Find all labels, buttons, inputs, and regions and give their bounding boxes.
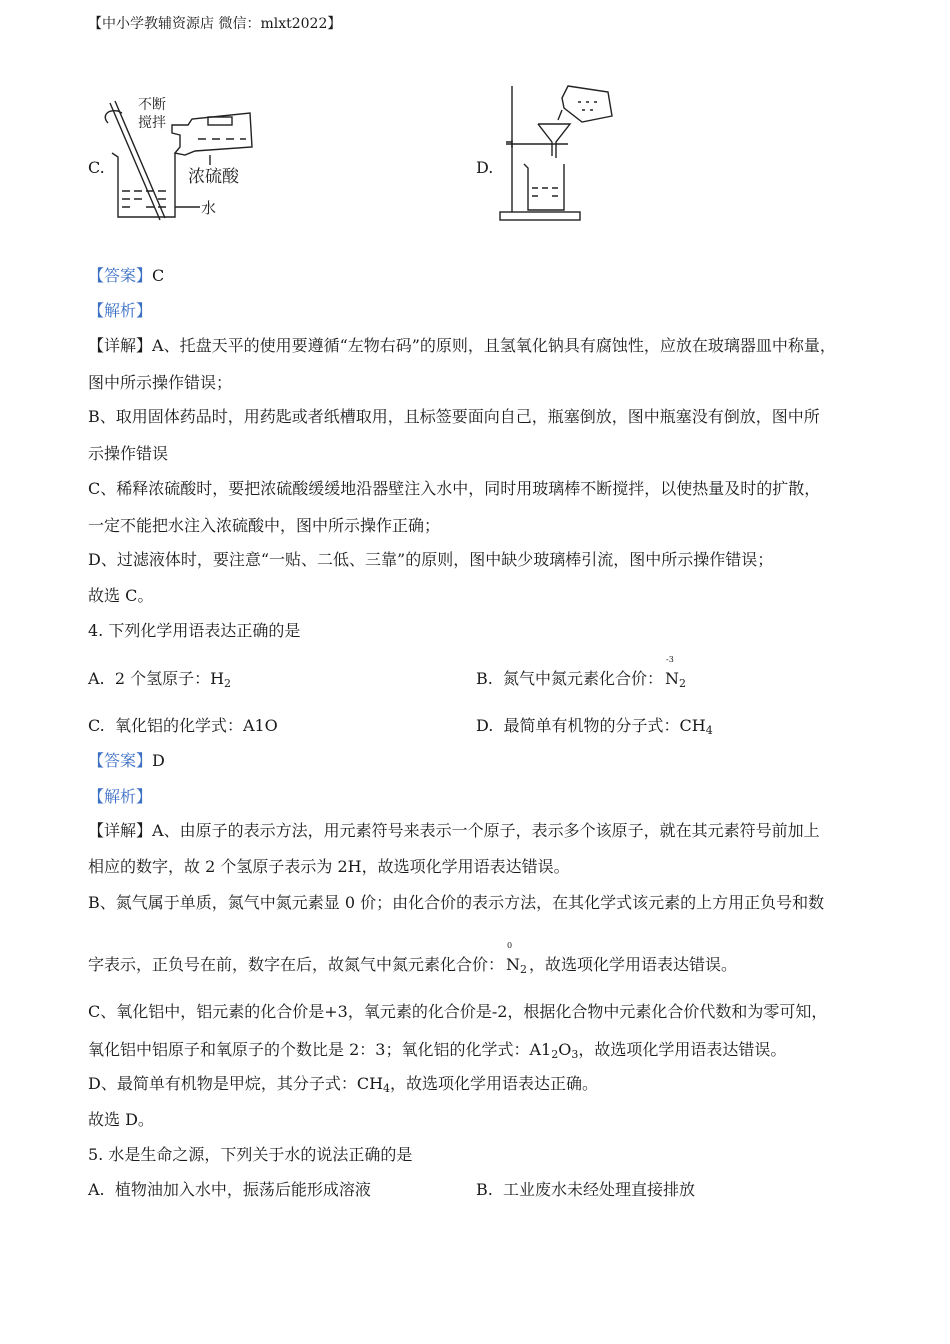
q3-para-a-1: A、托盘天平的使用要遵循“左物右码”的原则，且氢氧化钠具有腐蚀性，应放在玻璃器皿中称量， bbox=[152, 336, 836, 355]
q5-option-a: A. 植物油加入水中，振荡后能形成溶液 bbox=[88, 1180, 371, 1199]
q3-para-a-2: 图中所示操作错误； bbox=[88, 373, 233, 392]
q4-para-c-1: C、氧化铝中，铝元素的化合价是+3，氧元素的化合价是-2，根据化合物中元素化合价代数和为零可知， bbox=[88, 1002, 828, 1021]
q3-para-c-1: C、稀释浓硫酸时，要把浓硫酸缓缓地沿器壁注入水中，同时用玻璃棒不断搅拌，以使热量及时的扩散， bbox=[88, 479, 821, 498]
q5-option-b: B. 工业废水未经处理直接排放 bbox=[476, 1180, 696, 1199]
q4-para-a-2: 相应的数字，故 2 个氢原子表示为 2H，故选项化学用语表达错误。 bbox=[88, 857, 570, 876]
q4-stem: 4. 下列化学用语表达正确的是 bbox=[88, 621, 301, 640]
q3-para-b-1: B、取用固体药品时，用药匙或者纸槽取用，且标签要面向自己，瓶塞倒放，图中瓶塞没有倒放，图中所 bbox=[88, 407, 820, 426]
q3-analysis-tag: 【解析】 bbox=[88, 301, 153, 320]
q3-answer: C bbox=[152, 266, 165, 285]
q4-option-b: B. 氮气中氮元素化合价： -3 $N_2$ bbox=[476, 669, 688, 694]
q4-analysis-tag: 【解析】 bbox=[88, 787, 153, 806]
q5-stem: 5. 水是生命之源，下列关于水的说法正确的是 bbox=[88, 1145, 413, 1164]
option-c-label: C. bbox=[88, 158, 105, 177]
q4-option-c: C. 氧化铝的化学式：A1O bbox=[88, 716, 278, 735]
q4-conclusion: 故选 D。 bbox=[88, 1110, 154, 1129]
q3-para-c-2: 一定不能把水注入浓硫酸中，图中所示操作正确； bbox=[88, 516, 441, 535]
q4-detail-tag: 【详解】 bbox=[88, 821, 153, 840]
q4-para-c-2: 氧化铝中铝原子和氧原子的个数比是 2：3；氧化铝的化学式：$A1_2O_3$，故选项化学用语表达错误。 bbox=[88, 1040, 787, 1061]
label-conc-acid: 浓硫酸 bbox=[188, 167, 239, 187]
q4-answer: D bbox=[152, 751, 165, 770]
valence-n2-minus3: -3 $N_2$ bbox=[665, 655, 687, 690]
q4-para-b-2: 字表示，正负号在前，数字在后，故氮气中氮元素化合价： 0 $N_2$ ，故选项化学用语表达错误。 bbox=[88, 955, 737, 980]
q4-para-b-1: B、氮气属于单质，氮气中氮元素显 0 价；由化合价的表示方法，在其化学式该元素的上方用正负号和数 bbox=[88, 893, 825, 912]
q4-para-a-1: A、由原子的表示方法，用元素符号来表示一个原子，表示多个该原子，就在其元素符号前加上 bbox=[152, 821, 820, 840]
svg-text:不断: 不断 bbox=[138, 97, 166, 113]
q3-detail-tag: 【详解】 bbox=[88, 336, 153, 355]
label-water: 水 bbox=[201, 199, 217, 217]
q3-conclusion: 故选 C。 bbox=[88, 586, 154, 605]
q4-para-d: D、最简单有机物是甲烷，其分子式：$CH_4$，故选项化学用语表达正确。 bbox=[88, 1074, 599, 1095]
q4-option-d: D. 最简单有机物的分子式：$CH_4$ bbox=[476, 716, 713, 737]
q3-para-d-1: D、过滤液体时，要注意“一贴、二低、三靠”的原则，图中缺少玻璃棒引流，图中所示操作错误； bbox=[88, 550, 774, 569]
svg-text:搅拌: 搅拌 bbox=[138, 115, 166, 131]
page-header: 【中小学教辅资源店 微信：mlxt2022】 bbox=[88, 16, 342, 32]
q3-para-b-2: 示操作错误 bbox=[88, 444, 169, 463]
diagram-dilute-acid bbox=[100, 95, 260, 230]
q4-answer-tag: 【答案】 bbox=[88, 751, 153, 770]
q3-answer-tag: 【答案】 bbox=[88, 266, 153, 285]
option-d-label: D. bbox=[476, 158, 494, 177]
valence-n2-zero: 0 $N_2$ bbox=[506, 941, 528, 976]
q4-option-a: A. 2 个氢原子：$H_2$ bbox=[88, 669, 232, 690]
diagram-filtration bbox=[498, 80, 628, 228]
